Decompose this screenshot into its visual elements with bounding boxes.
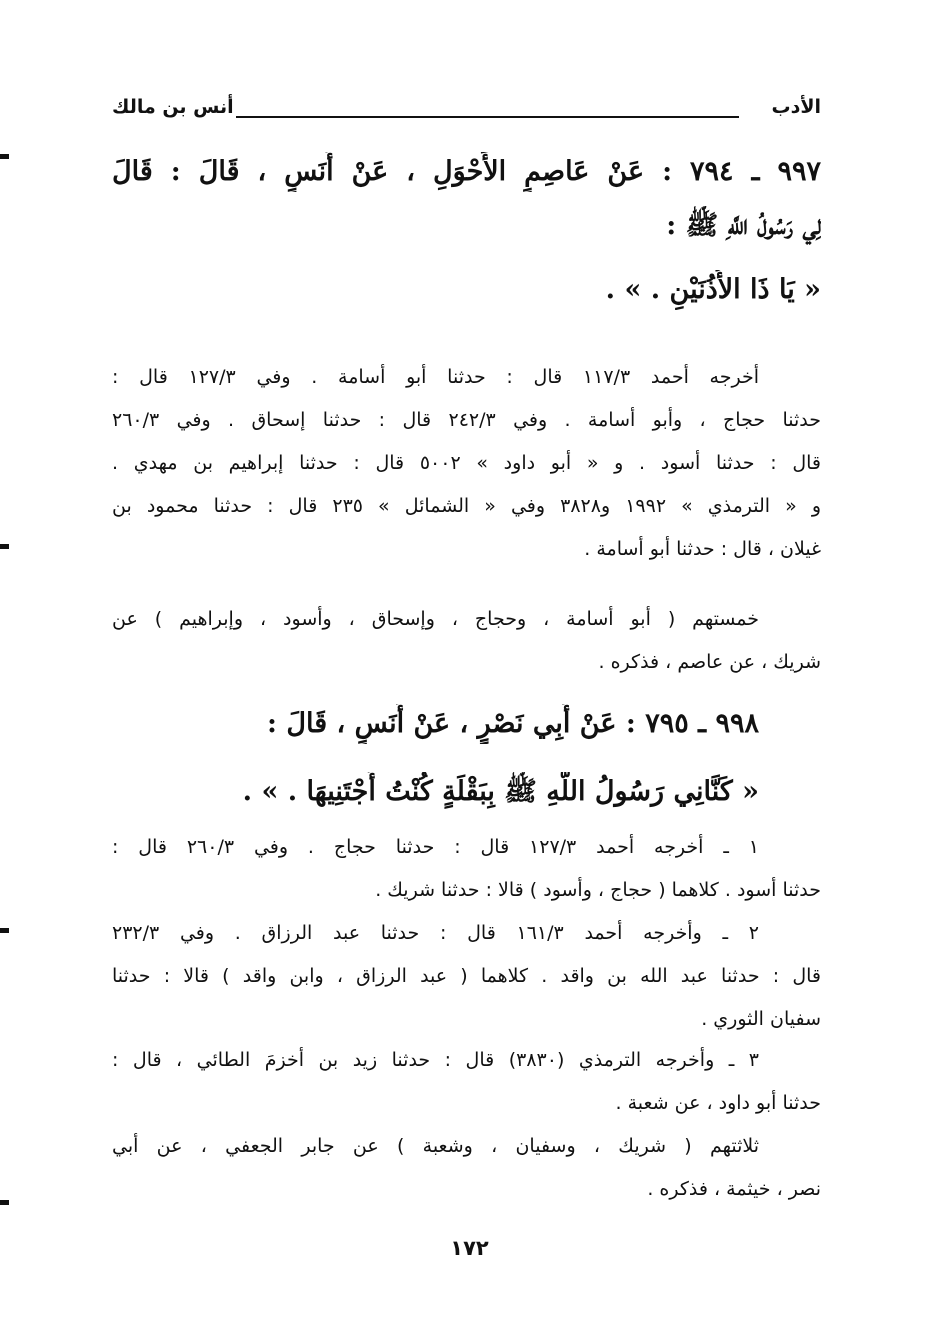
edge-mark <box>0 154 9 159</box>
takhrij-997-line-2: حدثنا حجاج ، وأبو أسامة . وفي ٢٤٢/٣ قال : حدثنا إسحاق . وفي ٢٦٠/٣ <box>112 409 821 431</box>
header-rule <box>236 116 739 118</box>
takhrij-997-line-5: غيلان ، قال : حدثنا أبو أسامة . <box>584 538 821 560</box>
takhrij-997-line-4: و « الترمذي » ١٩٩٢ و٣٨٢٨ وفي « الشمائل » ٢٣٥ قال : حدثنا محمود بن <box>112 495 821 517</box>
takhrij-997-summary-2: شريك ، عن عاصم ، فذكره . <box>598 651 821 673</box>
takhrij-997-line-1: أخرجه أحمد ١١٧/٣ قال : حدثنا أبو أسامة . وفي ١٢٧/٣ قال : <box>112 366 759 388</box>
edge-mark <box>0 1200 9 1205</box>
takhrij-998-line-4: قال : حدثنا عبد الله بن واقد . كلاهما ( عبد الرزاق ، وابن واقد ) قالا : حدثنا <box>112 965 821 987</box>
hadith-997-line-2: لِي رَسُولُ اللَّهِ ﷺ : <box>666 210 821 241</box>
takhrij-998-line-6: ٣ ـ وأخرجه الترمذي (٣٨٣٠) قال : حدثنا زيد بن أخزمَ الطائي ، قال : <box>112 1049 759 1071</box>
hadith-997-line-3: « يَا ذَا الأُذُنَيْنِ . » . <box>605 274 821 305</box>
hadith-998-line-2: « كَنَّانِي رَسُولُ اللَّهِ ﷺ بِبَقْلَةٍ كُنْتُ أَجْتَنِيهَا . » . <box>242 776 759 807</box>
section-title: الأدب <box>771 96 821 118</box>
takhrij-998-line-7: حدثنا أبو داود ، عن شعبة . <box>615 1092 821 1114</box>
takhrij-998-line-8: ثلاثتهم ( شريك ، وسفيان ، وشعبة ) عن جابر الجعفي ، عن أبي <box>112 1135 759 1157</box>
edge-mark <box>0 928 9 933</box>
takhrij-998-line-2: حدثنا أسود . كلاهما ( حجاج ، وأسود ) قالا : حدثنا شريك . <box>375 879 821 901</box>
takhrij-997-summary-1: خمستهم ( أبو أسامة ، وحجاج ، وإسحاق ، وأسود ، وإبراهيم ) عن <box>112 608 759 630</box>
hadith-997-line-1: ٩٩٧ ـ ٧٩٤ : عَنْ عَاصِمٍ الأَحْوَلِ ، عَنْ أَنَسٍ ، قَالَ : قَالَ <box>112 156 821 187</box>
takhrij-998-line-5: سفيان الثوري . <box>701 1008 821 1030</box>
hadith-998-line-1: ٩٩٨ ـ ٧٩٥ : عَنْ أَبِي نَصْرٍ ، عَنْ أَنَسٍ ، قَالَ : <box>267 708 759 739</box>
running-header <box>112 96 821 130</box>
takhrij-998-line-1: ١ ـ أخرجه أحمد ١٢٧/٣ قال : حدثنا حجاج . وفي ٢٦٠/٣ قال : <box>112 836 759 858</box>
takhrij-997-line-3: قال : حدثنا أسود . و « أبو داود » ٥٠٠٢ قال : حدثنا إبراهيم بن مهدي . <box>112 452 821 474</box>
page-number: ١٧٢ <box>450 1236 489 1260</box>
takhrij-998-line-3: ٢ ـ وأخرجه أحمد ١٦١/٣ قال : حدثنا عبد الرزاق . وفي ٢٣٢/٣ <box>112 922 759 944</box>
book-title: أنس بن مالك <box>112 96 234 118</box>
takhrij-998-line-9: نصر ، خيثمة ، فذكره . <box>647 1178 821 1200</box>
edge-mark <box>0 544 9 549</box>
